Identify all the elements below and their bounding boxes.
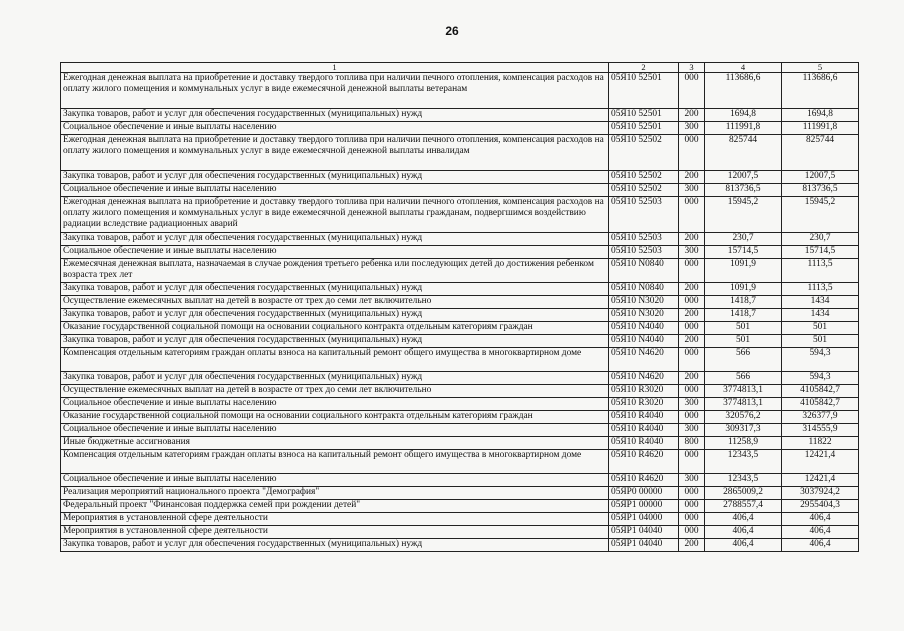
row-code-cell: 05Я10 R4620 — [609, 450, 679, 474]
row-code-cell: 05Я10 52502 — [609, 171, 679, 184]
row-amount-2025-cell: 15714,5 — [782, 246, 859, 259]
row-amount-2024-cell: 15945,2 — [705, 197, 782, 233]
row-code-cell: 05ЯР1 04040 — [609, 539, 679, 552]
row-name-cell: Закупка товаров, работ и услуг для обеспечения государственных (муниципальных) нужд — [61, 309, 609, 322]
row-name-cell: Мероприятия в установленной сфере деятельности — [61, 526, 609, 539]
row-amount-2024-cell: 825744 — [705, 135, 782, 171]
row-amount-2024-cell: 12343,5 — [705, 474, 782, 487]
row-code-cell: 05Я10 N3020 — [609, 309, 679, 322]
row-type-cell: 000 — [679, 526, 705, 539]
row-name-cell: Социальное обеспечение и иные выплаты населению — [61, 184, 609, 197]
row-amount-2025-cell: 15945,2 — [782, 197, 859, 233]
row-amount-2024-cell: 566 — [705, 372, 782, 385]
row-code-cell: 05Я10 N0840 — [609, 283, 679, 296]
row-code-cell: 05ЯР1 04000 — [609, 513, 679, 526]
row-name-cell: Закупка товаров, работ и услуг для обеспечения государственных (муниципальных) нужд — [61, 233, 609, 246]
row-name-cell: Закупка товаров, работ и услуг для обеспечения государственных (муниципальных) нужд — [61, 335, 609, 348]
row-name-cell: Мероприятия в установленной сфере деятельности — [61, 513, 609, 526]
row-type-cell: 300 — [679, 398, 705, 411]
row-type-cell: 200 — [679, 283, 705, 296]
row-name-cell: Социальное обеспечение и иные выплаты населению — [61, 474, 609, 487]
row-code-cell: 05Я10 52503 — [609, 233, 679, 246]
table-row — [61, 372, 859, 385]
row-code-cell: 05Я10 N4620 — [609, 372, 679, 385]
row-type-cell: 000 — [679, 513, 705, 526]
row-type-cell: 200 — [679, 171, 705, 184]
row-amount-2024-cell: 2865009,2 — [705, 487, 782, 500]
table-row — [61, 322, 859, 335]
row-code-cell: 05Я10 52501 — [609, 73, 679, 109]
row-type-cell: 300 — [679, 184, 705, 197]
row-amount-2024-cell: 12007,5 — [705, 171, 782, 184]
row-type-cell: 000 — [679, 259, 705, 283]
row-type-cell: 000 — [679, 385, 705, 398]
row-amount-2024-cell: 501 — [705, 335, 782, 348]
row-name-cell: Закупка товаров, работ и услуг для обеспечения государственных (муниципальных) нужд — [61, 109, 609, 122]
row-amount-2025-cell: 406,4 — [782, 526, 859, 539]
page-number: 26 — [445, 24, 459, 38]
row-name-cell: Осуществление ежемесячных выплат на детей в возрасте от трех до семи лет включительно — [61, 385, 609, 398]
table-row — [61, 259, 859, 283]
row-amount-2024-cell: 3774813,1 — [705, 398, 782, 411]
table-row — [61, 398, 859, 411]
table-row — [61, 437, 859, 450]
row-amount-2025-cell: 111991,8 — [782, 122, 859, 135]
row-amount-2025-cell: 2955404,3 — [782, 500, 859, 513]
row-name-cell: Закупка товаров, работ и услуг для обеспечения государственных (муниципальных) нужд — [61, 539, 609, 552]
row-type-cell: 200 — [679, 309, 705, 322]
table-row — [61, 233, 859, 246]
row-amount-2025-cell: 12007,5 — [782, 171, 859, 184]
row-name-cell: Оказание государственной социальной помощи на основании социального контракта отдельным категориям граждан — [61, 411, 609, 424]
row-code-cell: 05Я10 52502 — [609, 135, 679, 171]
row-amount-2024-cell: 1418,7 — [705, 296, 782, 309]
table-row — [61, 513, 859, 526]
row-type-cell: 200 — [679, 233, 705, 246]
row-name-cell: Осуществление ежемесячных выплат на детей в возрасте от трех до семи лет включительно — [61, 296, 609, 309]
row-amount-2024-cell: 1091,9 — [705, 259, 782, 283]
row-amount-2025-cell: 594,3 — [782, 348, 859, 372]
row-type-cell: 000 — [679, 348, 705, 372]
row-amount-2025-cell: 406,4 — [782, 539, 859, 552]
row-name-cell: Оказание государственной социальной помощи на основании социального контракта отдельным категориям граждан — [61, 322, 609, 335]
row-type-cell: 300 — [679, 246, 705, 259]
row-type-cell: 000 — [679, 450, 705, 474]
row-amount-2024-cell: 111991,8 — [705, 122, 782, 135]
table-row — [61, 184, 859, 197]
row-amount-2025-cell: 1434 — [782, 309, 859, 322]
row-type-cell: 000 — [679, 197, 705, 233]
row-code-cell: 05Я10 52503 — [609, 197, 679, 233]
row-amount-2024-cell: 11258,9 — [705, 437, 782, 450]
row-type-cell: 200 — [679, 539, 705, 552]
row-amount-2025-cell: 594,3 — [782, 372, 859, 385]
row-code-cell: 05Я10 52503 — [609, 246, 679, 259]
column-header: 5 — [782, 63, 859, 73]
row-amount-2025-cell: 230,7 — [782, 233, 859, 246]
row-code-cell: 05Я10 R3020 — [609, 398, 679, 411]
row-name-cell: Реализация мероприятий национального проекта "Демография" — [61, 487, 609, 500]
table-row — [61, 348, 859, 372]
table-row — [61, 385, 859, 398]
row-amount-2024-cell: 3774813,1 — [705, 385, 782, 398]
table-row — [61, 171, 859, 184]
row-amount-2025-cell: 1694,8 — [782, 109, 859, 122]
row-amount-2024-cell: 113686,6 — [705, 73, 782, 109]
row-code-cell: 05Я10 52501 — [609, 122, 679, 135]
row-name-cell: Ежегодная денежная выплата на приобретение и доставку твердого топлива при наличии печного отопления, компенсация расходов на оплату жилого помещения и коммунальных услуг в виде ежемесячной денежной выплаты инвалидам — [61, 135, 609, 171]
row-amount-2025-cell: 4105842,7 — [782, 385, 859, 398]
row-code-cell: 05Я10 R3020 — [609, 385, 679, 398]
row-type-cell: 200 — [679, 372, 705, 385]
row-amount-2024-cell: 501 — [705, 322, 782, 335]
row-code-cell: 05Я10 52502 — [609, 184, 679, 197]
row-name-cell: Закупка товаров, работ и услуг для обеспечения государственных (муниципальных) нужд — [61, 283, 609, 296]
row-name-cell: Закупка товаров, работ и услуг для обеспечения государственных (муниципальных) нужд — [61, 171, 609, 184]
row-amount-2025-cell: 1113,5 — [782, 259, 859, 283]
table-row — [61, 335, 859, 348]
row-code-cell: 05Я10 52501 — [609, 109, 679, 122]
table-row — [61, 500, 859, 513]
row-type-cell: 000 — [679, 411, 705, 424]
row-amount-2025-cell: 113686,6 — [782, 73, 859, 109]
row-type-cell: 000 — [679, 296, 705, 309]
budget-table — [60, 62, 859, 552]
column-number-row — [61, 63, 859, 73]
row-name-cell: Социальное обеспечение и иные выплаты населению — [61, 246, 609, 259]
row-name-cell: Федеральный проект "Финансовая поддержка семей при рождении детей" — [61, 500, 609, 513]
table-row — [61, 122, 859, 135]
table-row — [61, 411, 859, 424]
row-amount-2024-cell: 1091,9 — [705, 283, 782, 296]
row-amount-2024-cell: 12343,5 — [705, 450, 782, 474]
row-amount-2025-cell: 314555,9 — [782, 424, 859, 437]
row-type-cell: 000 — [679, 135, 705, 171]
row-amount-2025-cell: 4105842,7 — [782, 398, 859, 411]
row-name-cell: Ежегодная денежная выплата на приобретение и доставку твердого топлива при наличии печного отопления, компенсация расходов на оплату жилого помещения и коммунальных услуг в виде ежемесячной денежной выплаты ветеранам — [61, 73, 609, 109]
row-type-cell: 300 — [679, 424, 705, 437]
row-name-cell: Компенсация отдельным категориям граждан оплаты взноса на капитальный ремонт общего имущества в многоквартирном доме — [61, 348, 609, 372]
column-header: 4 — [705, 63, 782, 73]
row-name-cell: Социальное обеспечение и иные выплаты населению — [61, 398, 609, 411]
row-type-cell: 200 — [679, 109, 705, 122]
table-row — [61, 283, 859, 296]
row-type-cell: 000 — [679, 73, 705, 109]
table-row — [61, 197, 859, 233]
row-amount-2024-cell: 406,4 — [705, 539, 782, 552]
row-name-cell: Ежегодная денежная выплата на приобретение и доставку твердого топлива при наличии печного отопления, компенсация расходов на оплату жилого помещения и коммунальных услуг в виде ежемесячной денежной выплаты гражданам, подвергшимся воздействию радиации вследствие радиационных аварий — [61, 197, 609, 233]
row-amount-2025-cell: 326377,9 — [782, 411, 859, 424]
column-header: 1 — [61, 63, 609, 73]
row-code-cell: 05Я10 R4040 — [609, 424, 679, 437]
row-amount-2025-cell: 3037924,2 — [782, 487, 859, 500]
row-amount-2025-cell: 825744 — [782, 135, 859, 171]
row-amount-2025-cell: 12421,4 — [782, 474, 859, 487]
row-type-cell: 300 — [679, 474, 705, 487]
row-name-cell: Компенсация отдельным категориям граждан оплаты взноса на капитальный ремонт общего имущества в многоквартирном доме — [61, 450, 609, 474]
row-amount-2024-cell: 406,4 — [705, 526, 782, 539]
row-name-cell: Социальное обеспечение и иные выплаты населению — [61, 424, 609, 437]
table-row — [61, 309, 859, 322]
row-code-cell: 05Я10 N4040 — [609, 322, 679, 335]
table-row — [61, 135, 859, 171]
row-amount-2025-cell: 1113,5 — [782, 283, 859, 296]
row-code-cell: 05Я10 R4620 — [609, 474, 679, 487]
row-code-cell: 05Я10 R4040 — [609, 437, 679, 450]
row-amount-2025-cell: 501 — [782, 322, 859, 335]
table-row — [61, 450, 859, 474]
row-code-cell: 05Я10 N4620 — [609, 348, 679, 372]
row-name-cell: Ежемесячная денежная выплата, назначаемая в случае рождения третьего ребенка или последующих детей до достижения ребенком возраста трех лет — [61, 259, 609, 283]
row-code-cell: 05ЯР0 00000 — [609, 487, 679, 500]
row-amount-2024-cell: 309317,3 — [705, 424, 782, 437]
row-code-cell: 05Я10 N4040 — [609, 335, 679, 348]
row-amount-2024-cell: 813736,5 — [705, 184, 782, 197]
row-amount-2025-cell: 501 — [782, 335, 859, 348]
column-header: 2 — [609, 63, 679, 73]
table-row — [61, 424, 859, 437]
row-amount-2025-cell: 406,4 — [782, 513, 859, 526]
row-type-cell: 200 — [679, 335, 705, 348]
row-amount-2025-cell: 1434 — [782, 296, 859, 309]
row-amount-2024-cell: 1418,7 — [705, 309, 782, 322]
row-code-cell: 05Я10 N3020 — [609, 296, 679, 309]
table-row — [61, 73, 859, 109]
row-amount-2024-cell: 1694,8 — [705, 109, 782, 122]
row-code-cell: 05ЯР1 00000 — [609, 500, 679, 513]
table-row — [61, 296, 859, 309]
table-row — [61, 526, 859, 539]
row-type-cell: 300 — [679, 122, 705, 135]
table-row — [61, 539, 859, 552]
table-row — [61, 246, 859, 259]
row-type-cell: 000 — [679, 500, 705, 513]
row-type-cell: 000 — [679, 487, 705, 500]
row-amount-2024-cell: 320576,2 — [705, 411, 782, 424]
table-body — [61, 73, 859, 552]
row-code-cell: 05ЯР1 04040 — [609, 526, 679, 539]
row-amount-2024-cell: 566 — [705, 348, 782, 372]
row-amount-2024-cell: 15714,5 — [705, 246, 782, 259]
row-code-cell: 05Я10 N0840 — [609, 259, 679, 283]
row-amount-2025-cell: 12421,4 — [782, 450, 859, 474]
table-row — [61, 474, 859, 487]
table-row — [61, 109, 859, 122]
row-type-cell: 000 — [679, 322, 705, 335]
row-type-cell: 800 — [679, 437, 705, 450]
row-amount-2025-cell: 813736,5 — [782, 184, 859, 197]
row-amount-2025-cell: 11822 — [782, 437, 859, 450]
row-name-cell: Социальное обеспечение и иные выплаты населению — [61, 122, 609, 135]
table-row — [61, 487, 859, 500]
row-amount-2024-cell: 406,4 — [705, 513, 782, 526]
row-name-cell: Иные бюджетные ассигнования — [61, 437, 609, 450]
column-header: 3 — [679, 63, 705, 73]
row-amount-2024-cell: 230,7 — [705, 233, 782, 246]
row-name-cell: Закупка товаров, работ и услуг для обеспечения государственных (муниципальных) нужд — [61, 372, 609, 385]
row-amount-2024-cell: 2788557,4 — [705, 500, 782, 513]
row-code-cell: 05Я10 R4040 — [609, 411, 679, 424]
